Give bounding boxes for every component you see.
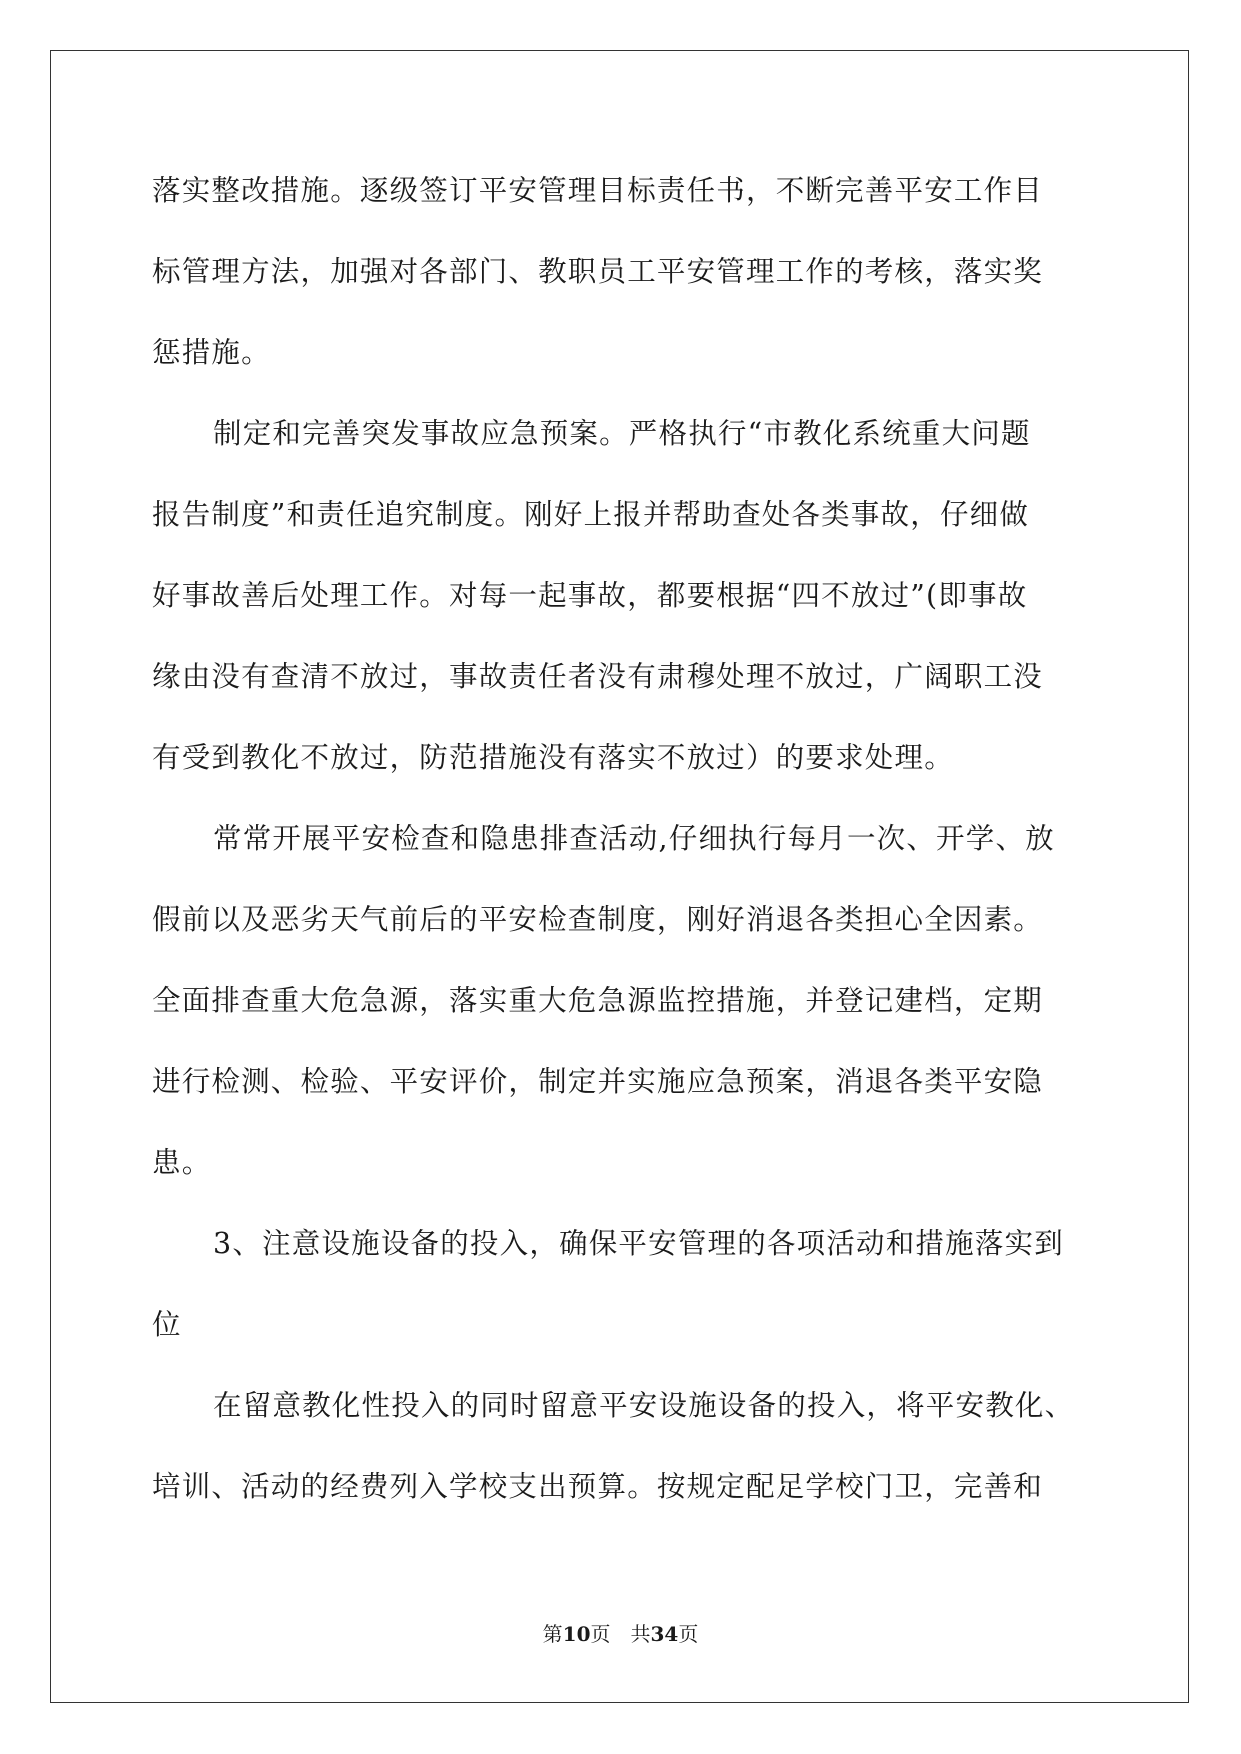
page-footer xyxy=(0,1618,1241,1647)
text-line: 患。 xyxy=(152,1146,212,1179)
text-line: 标管理方法，加强对各部门、教职员工平安管理工作的考核，落实奖 xyxy=(152,255,1044,288)
text-line: 惩措施。 xyxy=(152,336,271,369)
total-pages: 34 xyxy=(650,1622,679,1646)
text-line: 报告制度”和责任追究制度。刚好上报并帮助查处各类事故，仔细做 xyxy=(152,498,1030,531)
text-line: 位 xyxy=(152,1308,182,1341)
document-body xyxy=(152,150,1092,1527)
text-line: 常常开展平安检查和隐患排查活动,仔细执行每月一次、开学、放 xyxy=(213,822,1055,855)
text-line: 落实整改措施。逐级签订平安管理目标责任书，不断完善平安工作目 xyxy=(152,174,1044,207)
text-line: 进行检测、检验、平安评价，制定并实施应急预案，消退各类平安隐 xyxy=(152,1065,1044,1098)
footer-prefix: 第 xyxy=(542,1622,563,1646)
footer-suffix: 页 xyxy=(678,1622,699,1646)
text-line: 缘由没有查清不放过，事故责任者没有肃穆处理不放过，广阔职工没 xyxy=(152,660,1044,693)
text-line: 假前以及恶劣天气前后的平安检查制度，刚好消退各类担心全因素。 xyxy=(152,903,1044,936)
text-line: 在留意教化性投入的同时留意平安设施设备的投入，将平安教化、 xyxy=(213,1389,1075,1422)
text-line: 培训、活动的经费列入学校支出预算。按规定配足学校门卫，完善和 xyxy=(152,1470,1044,1503)
text-line: 有受到教化不放过，防范措施没有落实不放过）的要求处理。 xyxy=(152,741,954,774)
text-line: 制定和完善突发事故应急预案。严格执行“市教化系统重大问题 xyxy=(213,417,1031,450)
text-line: 全面排查重大危急源，落实重大危急源监控措施，并登记建档，定期 xyxy=(152,984,1044,1017)
text-line: 3、注意设施设备的投入，确保平安管理的各项活动和措施落实到 xyxy=(213,1227,1064,1260)
text-line: 好事故善后处理工作。对每一起事故，都要根据“四不放过”(即事故 xyxy=(152,579,1028,612)
footer-middle: 页 共 xyxy=(590,1622,651,1646)
page-number: 10 xyxy=(562,1622,591,1646)
